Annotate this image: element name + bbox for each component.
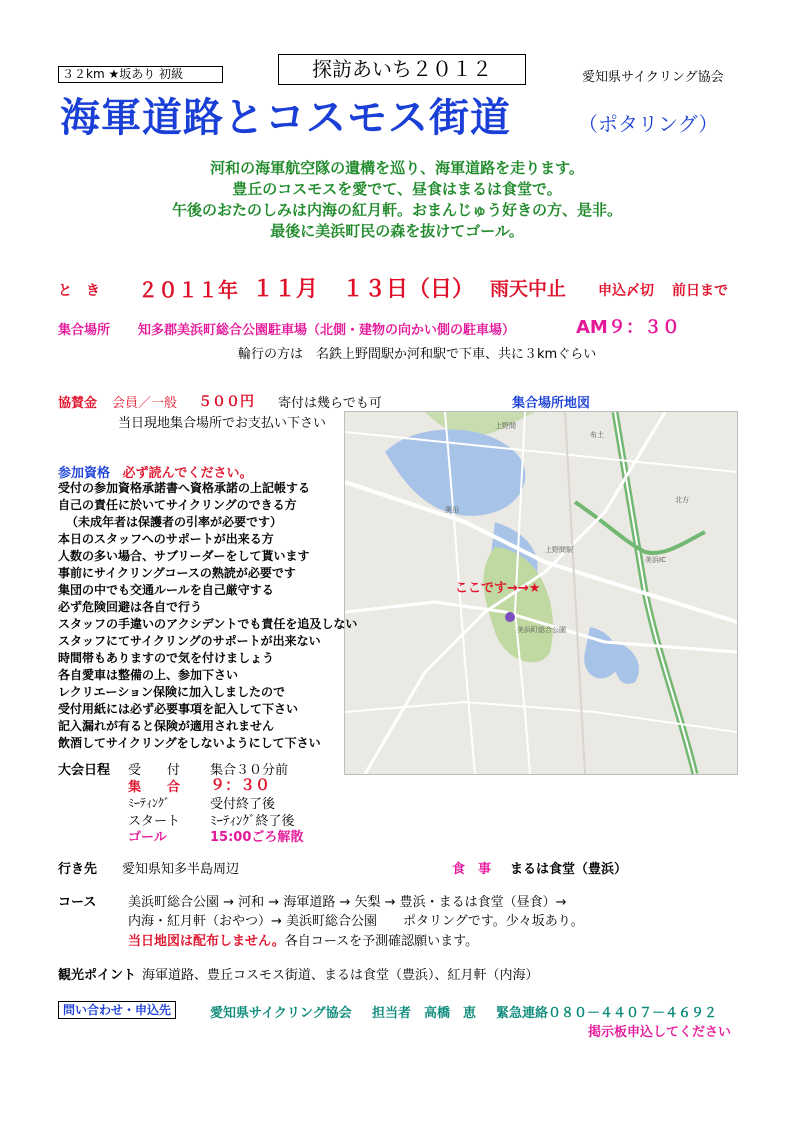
map-place-label: 北方 xyxy=(675,496,689,504)
schedule-value: ９：３０ xyxy=(210,776,271,794)
map-place-label: 上野間 xyxy=(495,422,516,430)
sights-value: 海軍道路、豊丘コスモス街道、まるは食堂（豊浜）、紅月軒（内海） xyxy=(142,968,539,983)
course-line: 各自コースを予測確認願います。 xyxy=(284,934,479,949)
requirements-heading xyxy=(58,462,253,481)
list-item: 飲酒してサイクリングをしないようにして下さい xyxy=(58,736,321,750)
schedule-label: 大会日程 xyxy=(58,763,111,778)
list-item: 本日のスタッフへのサポートが出来る方 xyxy=(58,532,274,546)
schedule-value: 受付終了後 xyxy=(210,797,276,812)
intro-line: 午後のおたのしみは内海の紅月軒。おまんじゅう好きの方、是非。 xyxy=(171,201,622,219)
payment-note: 当日現地集合場所でお支払い下さい xyxy=(118,416,327,431)
sights-label: 観光ポイント xyxy=(58,968,137,983)
map-graphic xyxy=(345,412,737,774)
schedule-value: ﾐｰﾃｨﾝｸﾞ終了後 xyxy=(210,814,295,829)
destination-value: 愛知県知多半島周辺 xyxy=(122,862,240,877)
requirements-must: 必ず読んでください。 xyxy=(122,466,253,481)
organizer-name: 愛知県サイクリング協会 xyxy=(582,70,724,85)
course-label: コース xyxy=(58,895,97,910)
donation-note: 寄付は幾らでも可 xyxy=(278,396,382,411)
schedule-value: 15:00ごろ解散 xyxy=(210,830,304,845)
course-note xyxy=(128,930,478,949)
page-title: 海軍道路とコスモス街道 xyxy=(60,95,511,141)
list-item: 集団の中でも交通ルールを自己厳守する xyxy=(58,583,274,597)
fee-label: 協賛金 xyxy=(58,396,98,411)
date-day: １３日（日） xyxy=(342,277,475,302)
list-item: 受付の参加資格承諾書へ資格承諾の上記帳する xyxy=(58,481,311,495)
map-marker-label: ここです→→★ xyxy=(455,581,541,596)
intro-text xyxy=(60,158,734,242)
emergency-contact: 緊急連絡０８０－４４０７－４６９２ xyxy=(496,1006,718,1021)
date-year: ２０１１年 xyxy=(138,278,238,302)
meeting-map xyxy=(344,411,738,775)
list-item: （未成年者は保護者の引率が必要です） xyxy=(66,515,283,529)
page-subtitle: （ポタリング） xyxy=(578,112,719,136)
park-marker xyxy=(505,612,515,622)
meeting-time: AM９：３０ xyxy=(576,317,680,338)
list-item: スタッフにてサイクリングのサポートが出来ない xyxy=(58,634,321,648)
schedule-value: 集合３０分前 xyxy=(210,763,289,778)
meeting-label: 集合場所 xyxy=(58,323,111,338)
schedule-name: ゴール xyxy=(128,830,167,845)
intro-line: 河和の海軍航空隊の遺構を巡り、海軍道路を走ります。 xyxy=(210,159,584,177)
train-note: 輪行の方は 名鉄上野間駅か河和駅で下車、共に３kmぐらい xyxy=(238,347,597,362)
course-line: 内海・紅月軒（おやつ）→ 美浜町総合公園 ポタリングです。少々坂あり。 xyxy=(128,914,584,929)
destination-label: 行き先 xyxy=(58,862,98,877)
list-item: スタッフの手違いのアクシデントでも責任を追及しない xyxy=(58,617,358,631)
schedule-name: 集 合 xyxy=(128,780,181,795)
intro-line: 最後に美浜町民の森を抜けてゴール。 xyxy=(270,222,524,240)
fee-desc: 会員／一般 xyxy=(112,396,178,411)
contact-org: 愛知県サイクリング協会 xyxy=(210,1006,352,1021)
map-place-label: 奥田 xyxy=(445,506,459,514)
course-line: 美浜町総合公園 → 河和 → 海軍道路 → 矢梨 → 豊浜・まるは食堂（昼食）→ xyxy=(128,895,567,910)
contact-label: 問い合わせ・申込先 xyxy=(58,1001,176,1019)
schedule-name: スタート xyxy=(128,814,181,829)
list-item: 受付用紙には必ず必要事項を記入して下さい xyxy=(58,702,299,716)
intro-line: 豊丘のコスモスを愛でて、昼食はまるは食堂で。 xyxy=(232,180,562,198)
list-item: 時間帯もありますので気を付けましょう xyxy=(58,651,275,665)
contact-person: 高橋 恵 xyxy=(424,1006,477,1021)
map-place-label: 上野間駅 xyxy=(545,546,573,554)
series-title: 探訪あいち２０１２ xyxy=(278,54,526,85)
schedule-name: ﾐｰﾃｨﾝｸﾞ xyxy=(128,796,171,810)
date-label: と き xyxy=(58,283,100,299)
list-item: 記入漏れが有ると保険が適用されません xyxy=(58,719,275,733)
course-warning: 当日地図は配布しません。 xyxy=(128,934,285,949)
list-item: 自己の責任に於いてサイクリングのできる方 xyxy=(58,498,297,512)
schedule-name: 受 付 xyxy=(128,763,181,778)
deadline-value: 前日まで xyxy=(672,283,728,299)
list-item: 人数の多い場合、サブリーダーをして貰います xyxy=(58,549,310,563)
distance-tag: ３２km ★坂あり 初級 xyxy=(58,66,223,83)
meal-label: 食 事 xyxy=(452,862,492,877)
list-item: 必ず危険回避は各自で行う xyxy=(58,600,203,614)
list-item: 事前にサイクリングコースの熟読が必要です xyxy=(58,566,296,580)
date-month: １１月 xyxy=(252,277,319,302)
meeting-place: 知多郡美浜町総合公園駐車場（北側・建物の向かい側の駐車場） xyxy=(138,323,516,338)
board-note: 掲示板申込してください xyxy=(588,1025,732,1040)
map-place-label: 美浜IC xyxy=(645,556,666,564)
map-place-label: 美浜町総合公園 xyxy=(517,626,566,634)
map-place-label: 布土 xyxy=(590,431,604,439)
deadline-label: 申込〆切 xyxy=(598,283,654,299)
list-item: 各自愛車は整備の上、参加下さい xyxy=(58,668,239,682)
rain-cancel: 雨天中止 xyxy=(490,278,567,300)
requirements-list xyxy=(58,480,357,752)
list-item: レクリエーション保険に加入しましたので xyxy=(58,685,286,699)
meal-value: まるは食堂（豊浜） xyxy=(510,862,628,877)
contact-person-label: 担当者 xyxy=(372,1006,412,1021)
map-title: 集合場所地図 xyxy=(512,396,591,411)
requirements-label: 参加資格 xyxy=(58,466,111,481)
fee-amount: ５００円 xyxy=(198,394,254,410)
